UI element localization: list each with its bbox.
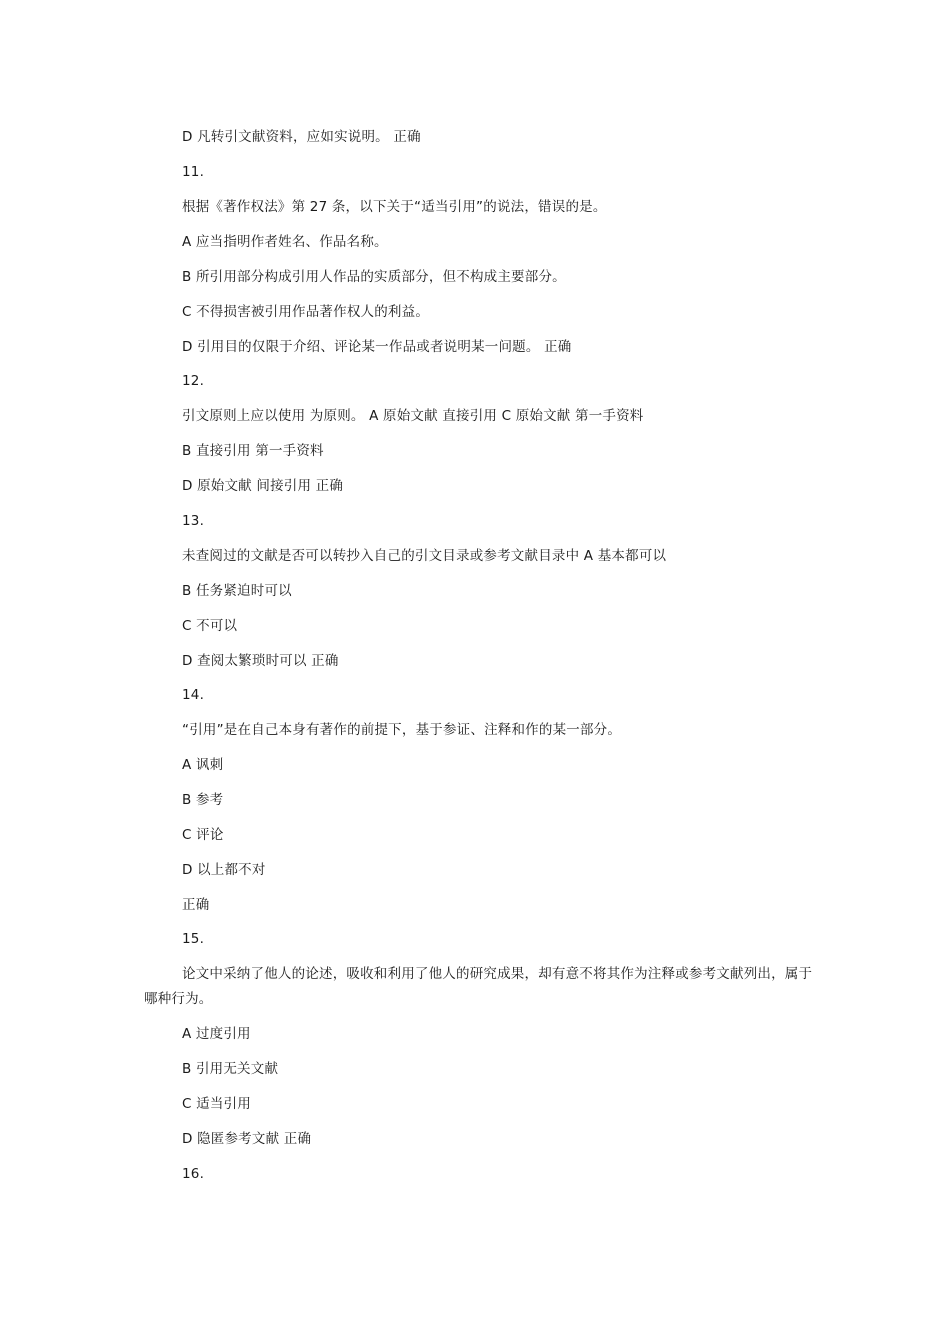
question-text: 根据《著作权法》第 27 条，以下关于“适当引用”的说法，错误的是。 <box>182 199 607 215</box>
option-line: B 任务紧迫时可以 <box>182 583 292 599</box>
option-line: A 讽刺 <box>182 757 224 773</box>
question-paragraph: 论文中采纳了他人的论述，吸收和利用了他人的研究成果，却有意不将其作为注释或参考文献列出，属于哪种行为。 <box>144 966 813 1007</box>
question-number: 12. <box>182 373 205 389</box>
question-number: 11. <box>182 164 205 180</box>
option-line: A 过度引用 <box>182 1026 251 1042</box>
option-line: B 引用无关文献 <box>182 1061 279 1077</box>
option-line: D 隐匿参考文献 正确 <box>182 1131 312 1147</box>
question-number: 15. <box>182 931 205 947</box>
option-line: B 参考 <box>182 792 224 808</box>
question-text: “引用”是在自己本身有著作的前提下，基于参证、注释和作的某一部分。 <box>182 722 622 738</box>
answer-line: 正确 <box>182 897 210 913</box>
question-text: 引文原则上应以使用 为原则。 A 原始文献 直接引用 C 原始文献 第一手资料 <box>182 408 644 424</box>
option-line: C 评论 <box>182 827 224 843</box>
option-line: D 引用目的仅限于介绍、评论某一作品或者说明某一问题。 正确 <box>182 339 572 355</box>
option-line: A 应当指明作者姓名、作品名称。 <box>182 234 388 250</box>
option-line: B 直接引用 第一手资料 <box>182 443 324 459</box>
text-line: D 凡转引文献资料，应如实说明。 正确 <box>182 129 421 145</box>
option-line: C 不可以 <box>182 618 238 634</box>
option-line: D 以上都不对 <box>182 862 266 878</box>
option-line: B 所引用部分构成引用人作品的实质部分，但不构成主要部分。 <box>182 269 566 285</box>
option-line: C 适当引用 <box>182 1096 251 1112</box>
question-text: 未查阅过的文献是否可以转抄入自己的引文目录或参考文献目录中 A 基本都可以 <box>182 548 667 564</box>
question-number: 16. <box>182 1166 205 1182</box>
option-line: D 查阅太繁琐时可以 正确 <box>182 653 339 669</box>
question-number: 14. <box>182 687 205 703</box>
question-number: 13. <box>182 513 205 529</box>
option-line: D 原始文献 间接引用 正确 <box>182 478 344 494</box>
option-line: C 不得损害被引用作品著作权人的利益。 <box>182 304 430 320</box>
